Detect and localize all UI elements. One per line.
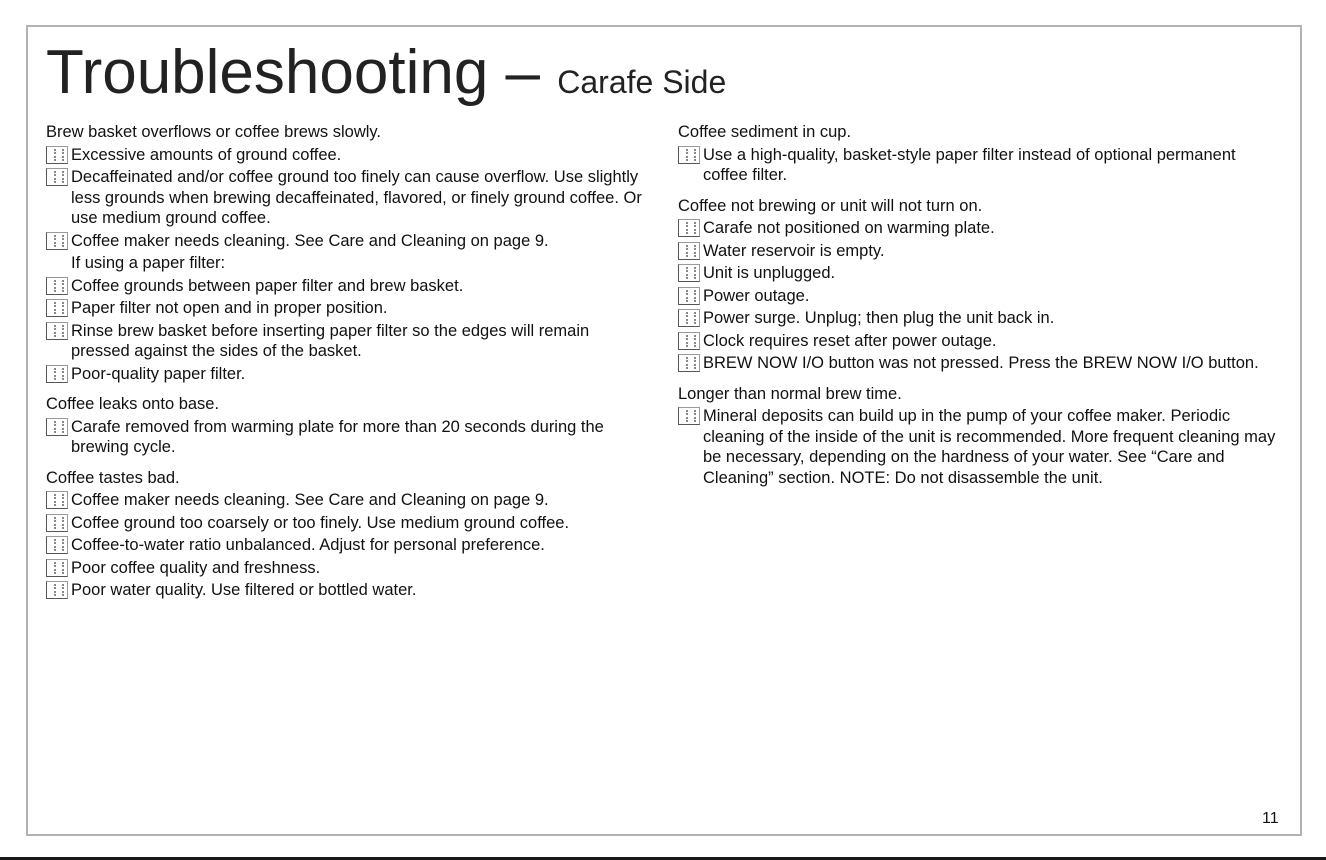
section-not-brewing (678, 196, 1278, 374)
checkbox-icon (678, 287, 700, 305)
list-item-text: Water reservoir is empty. (703, 241, 885, 260)
page-title (46, 36, 726, 119)
list-item-text: Carafe removed from warming plate for more than 20 seconds during the brewing cycle. (71, 417, 604, 456)
checkbox-icon (678, 264, 700, 282)
list-item (46, 231, 646, 252)
checkbox-icon (678, 354, 700, 372)
list-item (678, 308, 1278, 329)
checkbox-icon (678, 242, 700, 260)
list-item-text: Unit is unplugged. (703, 264, 836, 282)
list-item (46, 364, 646, 385)
list-item-text: Clock requires reset after power outage. (703, 331, 997, 350)
section-heading: Longer than normal brew time. (678, 384, 902, 403)
list-item-text: Mineral deposits can build up in the pump of your coffee maker. Periodic cleaning of the inside of the unit is recommended. More frequent cleaning may be necessary, depending on the hardness of your water. See “Care and Cleaning” section. NOTE: Do not disassemble the unit. (703, 407, 1276, 487)
list-item-text: Poor coffee quality and freshness. (71, 558, 321, 577)
checkbox-icon (678, 332, 700, 350)
checkbox-icon (678, 309, 700, 327)
section-overflow (46, 122, 646, 384)
section-heading: Brew basket overflows or coffee brews slowly. (46, 123, 382, 141)
title-sub: Carafe Side (557, 64, 727, 100)
section-heading: Coffee tastes bad. (46, 468, 180, 487)
list-item-text: Poor water quality. Use filtered or bottled water. (71, 581, 417, 599)
list-item (46, 276, 646, 297)
list-item-text: Decaffeinated and/or coffee ground too finely can cause overflow. Use slightly less grounds when brewing decaffeinated, flavored, or finely ground coffee. Or use medium ground coffee. (71, 168, 642, 227)
list-item-text: Carafe not positioned on warming plate. (703, 219, 995, 237)
checkbox-icon (678, 146, 700, 164)
checkbox-icon (46, 322, 68, 340)
left-column (46, 122, 646, 611)
list-item (678, 331, 1278, 352)
list-item (46, 321, 646, 362)
list-item-text: Use a high-quality, basket-style paper filter instead of optional permanent coffee filter. (703, 145, 1236, 184)
section-leaks (46, 394, 646, 458)
section-heading: Coffee leaks onto base. (46, 395, 220, 413)
list-item (46, 298, 646, 319)
checkbox-icon (46, 277, 68, 295)
section-sediment (678, 122, 1278, 186)
list-item (46, 535, 646, 556)
list-item (678, 353, 1278, 374)
list-item (46, 417, 646, 458)
checkbox-icon (46, 232, 68, 250)
list-item-text: Coffee ground too coarsely or too finely. Use medium ground coffee. (71, 513, 570, 532)
checkbox-icon (46, 168, 68, 186)
section-longer-brew (678, 384, 1278, 489)
checkbox-icon (46, 536, 68, 554)
list-item-text: BREW NOW I/O button was not pressed. Press the BREW NOW I/O button. (703, 354, 1259, 372)
list-item (678, 241, 1278, 262)
checkbox-icon (678, 219, 700, 237)
list-item (46, 580, 646, 601)
list-item (46, 558, 646, 579)
list-item-text: Paper filter not open and in proper position. (71, 299, 388, 317)
checkbox-icon (46, 491, 68, 509)
list-item-text: Power surge. Unplug; then plug the unit back in. (703, 309, 1055, 327)
checkbox-icon (46, 418, 68, 436)
checkbox-icon (46, 365, 68, 383)
paper-filter-note: If using a paper filter: (71, 254, 226, 272)
list-item-text: Coffee maker needs cleaning. See Care and Cleaning on page 9. (71, 231, 549, 250)
list-item (46, 513, 646, 534)
section-heading: Coffee not brewing or unit will not turn on. (678, 196, 983, 215)
list-item-text: Poor-quality paper filter. (71, 364, 246, 383)
list-item-text: Excessive amounts of ground coffee. (71, 145, 342, 164)
list-item-text: Coffee maker needs cleaning. See Care and Cleaning on page 9. (71, 491, 549, 509)
checkbox-icon (678, 407, 700, 425)
list-item-text: Coffee grounds between paper filter and brew basket. (71, 276, 464, 295)
checkbox-icon (46, 146, 68, 164)
page-number: 11 (1262, 810, 1279, 827)
checkbox-icon (46, 581, 68, 599)
list-item (678, 286, 1278, 307)
checkbox-icon (46, 559, 68, 577)
list-item-text: Rinse brew basket before inserting paper filter so the edges will remain pressed against the sides of the basket. (71, 321, 590, 360)
right-column (678, 122, 1278, 498)
section-tastes-bad (46, 468, 646, 601)
section-heading: Coffee sediment in cup. (678, 123, 852, 141)
list-item (46, 145, 646, 166)
title-main: Troubleshooting – (46, 38, 558, 107)
list-item-text: Power outage. (703, 286, 810, 305)
list-item-text: Coffee-to-water ratio unbalanced. Adjust for personal preference. (71, 536, 545, 554)
list-item (46, 167, 646, 229)
list-item (678, 145, 1278, 186)
list-item (678, 263, 1278, 284)
list-item (46, 490, 646, 511)
list-item (678, 218, 1278, 239)
list-item (678, 406, 1278, 488)
checkbox-icon (46, 299, 68, 317)
checkbox-icon (46, 514, 68, 532)
